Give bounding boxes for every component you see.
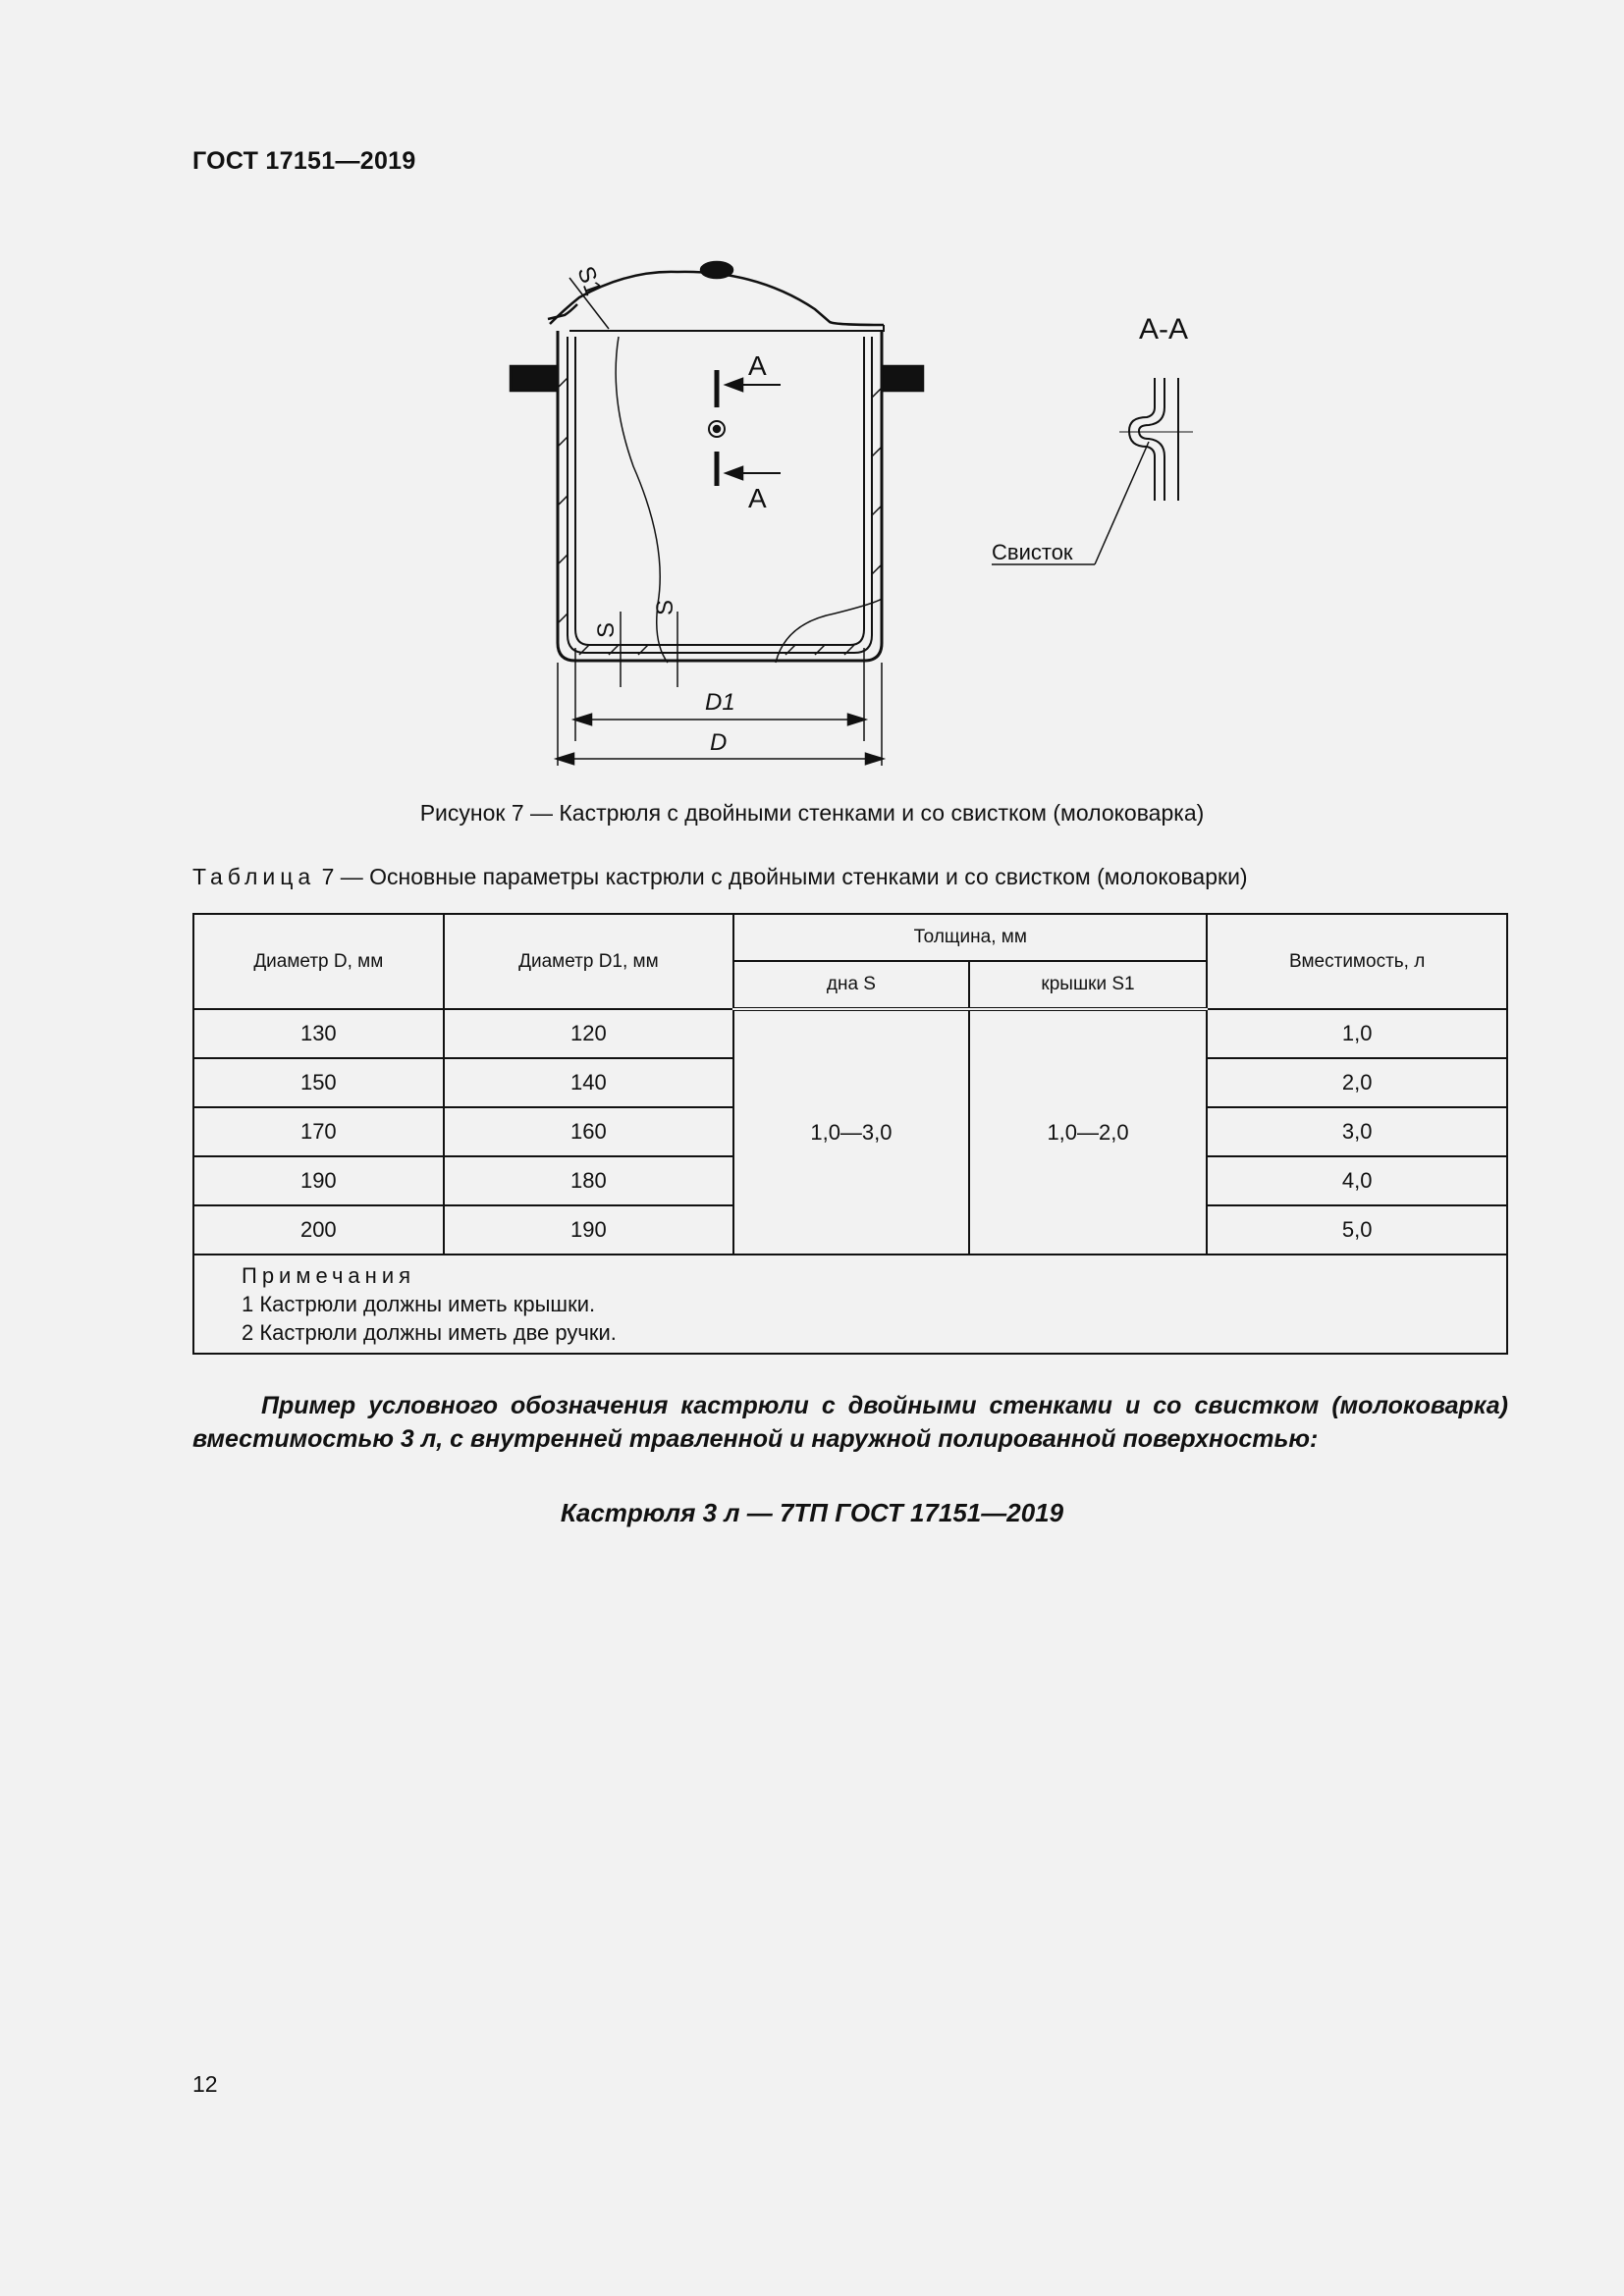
cell-capacity: 1,0 <box>1207 1009 1507 1058</box>
cell-d: 190 <box>193 1156 444 1205</box>
cell-capacity: 5,0 <box>1207 1205 1507 1255</box>
header-lid-s1: крышки S1 <box>969 961 1208 1009</box>
cell-bottom-thickness: 1,0—3,0 <box>733 1009 969 1255</box>
cell-d: 200 <box>193 1205 444 1255</box>
figure-caption: Рисунок 7 — Кастрюля с двойными стенками и со свистком (молоковарка) <box>419 800 1205 826</box>
figure-pot-drawing <box>491 250 1237 780</box>
page-number: 12 <box>192 2071 218 2097</box>
cell-d1: 120 <box>444 1009 734 1058</box>
table-title <box>192 864 1248 890</box>
label-d1: D1 <box>705 689 735 716</box>
label-s-right: S <box>652 599 678 615</box>
cell-d1: 140 <box>444 1058 734 1107</box>
pot-outer-wall <box>558 331 882 661</box>
header-bottom-s: дна S <box>733 961 969 1009</box>
header-diameter-d1: Диаметр D1, мм <box>444 914 734 1009</box>
table-row <box>193 1009 1507 1058</box>
whistle-label: Свисток <box>992 540 1073 564</box>
label-s-left: S <box>593 621 620 638</box>
cell-d: 150 <box>193 1058 444 1107</box>
cell-lid-thickness: 1,0—2,0 <box>969 1009 1208 1255</box>
parameters-table <box>192 913 1508 1355</box>
document-header: ГОСТ 17151—2019 <box>192 147 416 175</box>
cell-capacity: 3,0 <box>1207 1107 1507 1156</box>
lid-knob <box>701 262 732 278</box>
note-item: 1 Кастрюли должны иметь крышки. <box>242 1292 596 1316</box>
table-title-word: Таблица <box>192 864 316 889</box>
cell-d: 130 <box>193 1009 444 1058</box>
table-title-rest: 7 — Основные параметры кастрюли с двойными стенками и со свистком (молоковарки) <box>315 864 1248 889</box>
note-item: 2 Кастрюли должны иметь две ручки. <box>242 1320 617 1345</box>
example-designation: Кастрюля 3 л — 7ТП ГОСТ 17151—2019 <box>560 1498 1064 1527</box>
cell-d1: 160 <box>444 1107 734 1156</box>
example-paragraph: Пример условного обозначения кастрюли с двойными стенками и со свистком (молоковарка) вместимостью 3 л, с внутренней травленной и наружной полированной поверхностью: <box>192 1392 1508 1453</box>
cell-capacity: 4,0 <box>1207 1156 1507 1205</box>
cell-d: 170 <box>193 1107 444 1156</box>
label-s1: S1 <box>571 262 607 299</box>
section-title: А-А <box>1139 313 1189 346</box>
header-diameter-d: Диаметр D, мм <box>193 914 444 1009</box>
table-notes <box>193 1255 1507 1354</box>
label-a-top: A <box>748 350 767 381</box>
section-aa-detail <box>992 378 1193 564</box>
header-capacity: Вместимость, л <box>1207 914 1507 1009</box>
notes-title: Примечания <box>242 1263 416 1288</box>
label-a-bottom: A <box>748 483 767 513</box>
label-d: D <box>710 729 728 756</box>
cell-capacity: 2,0 <box>1207 1058 1507 1107</box>
cell-d1: 180 <box>444 1156 734 1205</box>
header-thickness: Толщина, мм <box>733 914 1207 961</box>
cell-d1: 190 <box>444 1205 734 1255</box>
